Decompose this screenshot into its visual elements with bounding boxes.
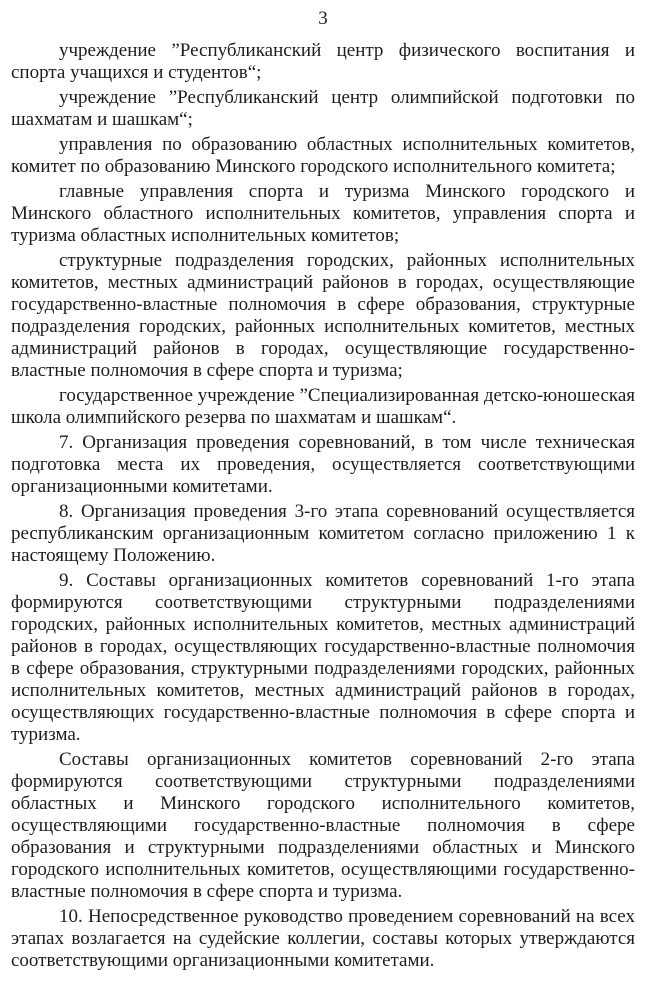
paragraph-item-8: 8. Организация проведения 3-го этапа соревнований осуществляется республиканским организационным комитетом согласно приложению 1 к настоящему Положению. [11, 501, 635, 566]
page-number: 3 [318, 8, 328, 29]
paragraph-item-10: 10. Непосредственное руководство проведением соревнований на всех этапах возлагается на судейские коллегии, составы которых утверждаются соответствующими организационными комитетами. [11, 906, 635, 971]
paragraph-sports-school: государственное учреждение ”Специализированная детско-юношеская школа олимпийского резерва по шахматам и шашкам“. [11, 385, 635, 428]
paragraph-institution-physical-education: учреждение ”Республиканский центр физического воспитания и спорта учащихся и студентов“; [11, 40, 635, 83]
paragraph-structural-subdivisions: структурные подразделения городских, районных исполнительных комитетов, местных администраций районов в городах, осуществляющие государственно-властные полномочия в сфере образования, структурные подразделения городских, районных исполнительных комитетов, местных администраций районов в городах, осуществляющие государственно-властные полномочия в сфере спорта и туризма; [11, 250, 635, 381]
paragraph-education-departments: управления по образованию областных исполнительных комитетов, комитет по образованию Минского городского исполнительного комитета; [11, 134, 635, 177]
paragraph-item-9-continued: Составы организационных комитетов соревнований 2-го этапа формируются соответствующими структурными подразделениями областных и Минского городского исполнительного комитетов, осуществляющими государственно-властные полномочия в сфере образования и структурными подразделениями областных и Минского городского исполнительных комитетов, осуществляющими государственно-властные полномочия в сфере спорта и туризма. [11, 749, 635, 902]
paragraph-institution-chess-center: учреждение ”Республиканский центр олимпийской подготовки по шахматам и шашкам“; [11, 87, 635, 130]
paragraph-item-7: 7. Организация проведения соревнований, в том числе техническая подготовка места их проведения, осуществляется соответствующими организационными комитетами. [11, 432, 635, 497]
paragraph-item-9: 9. Составы организационных комитетов соревнований 1-го этапа формируются соответствующими структурными подразделениями городских, районных исполнительных комитетов, местных администраций районов в городах, осуществляющих государственно-властные полномочия в сфере образования, структурными подразделениями городских, районных исполнительных комитетов, местных администраций районов в городах, осуществляющих государственно-властные полномочия в сфере спорта и туризма. [11, 570, 635, 745]
paragraph-sport-tourism-departments: главные управления спорта и туризма Минского городского и Минского областного исполнительных комитетов, управления спорта и туризма областных исполнительных комитетов; [11, 181, 635, 246]
